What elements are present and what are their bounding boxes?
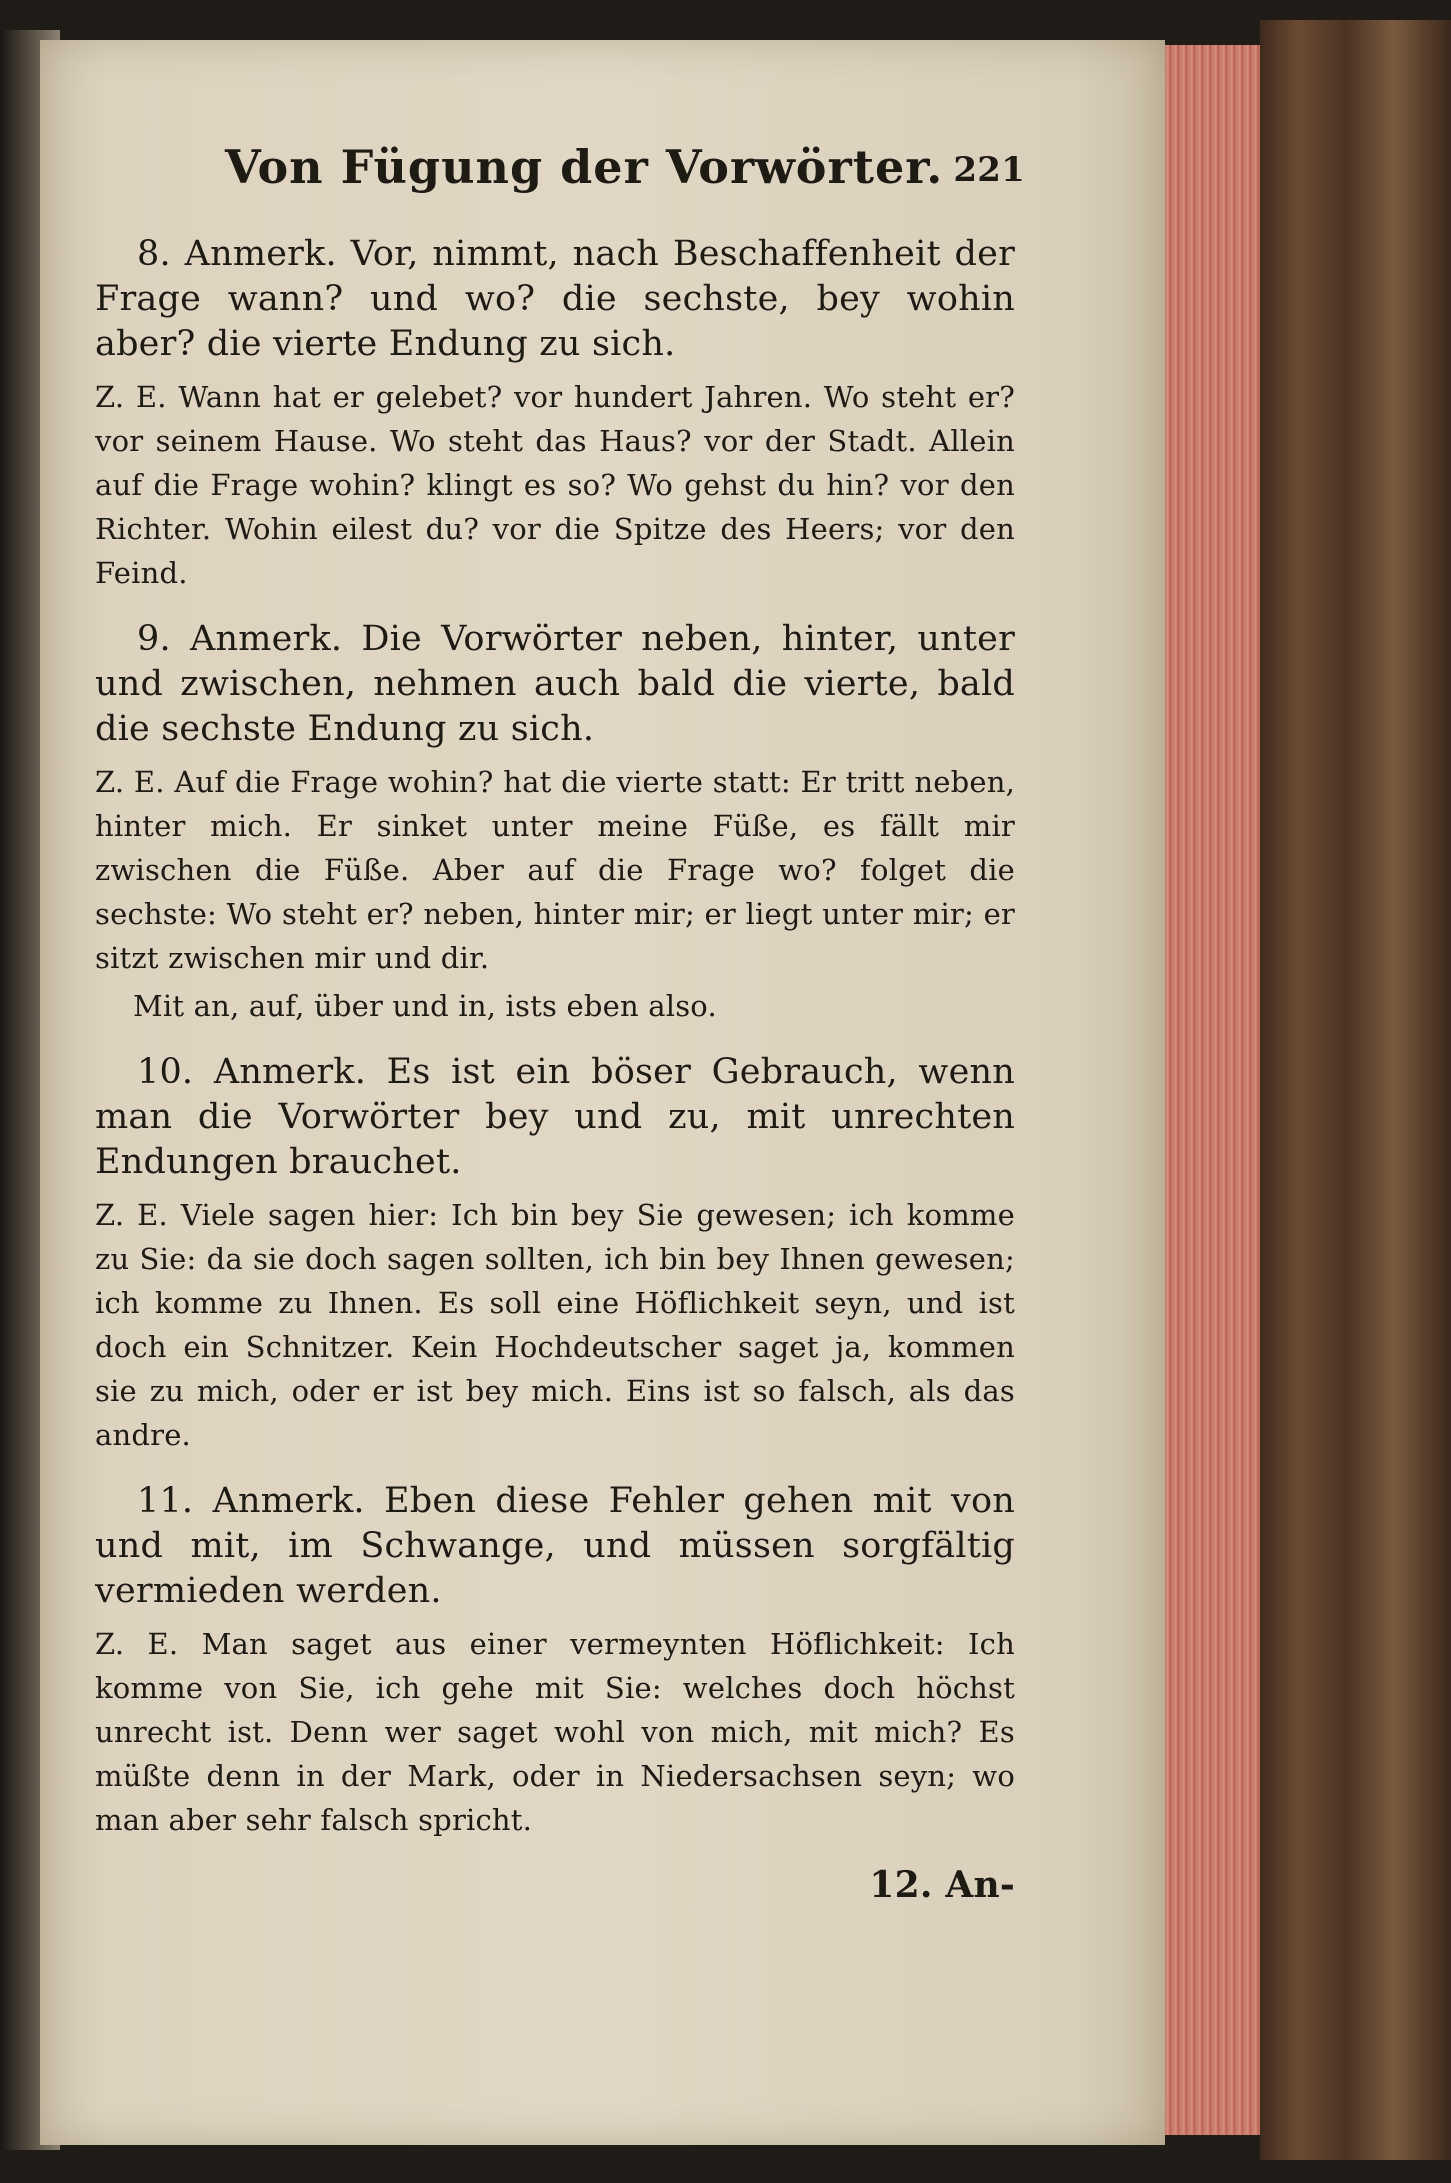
- note-text: 9. Anmerk. Die Vorwörter neben, hinter, unter und zwischen, nehmen auch bald die vierte, bald die sechste Endung zu sich.: [95, 619, 1015, 749]
- page-content: [95, 140, 1025, 1906]
- example-text: Z. E. Man saget aus einer vermeynten Höflichkeit: Ich komme von Sie, ich gehe mit Sie: welches doch höchst unrecht ist. Denn wer saget wohl von mich, mit mich? Es müßte denn in der Mark, oder in Niedersachsen seyn; wo man aber sehr falsch spricht.: [95, 1627, 1015, 1837]
- page-number: 221: [953, 150, 1025, 190]
- example-text: Z. E. Viele sagen hier: Ich bin bey Sie gewesen; ich komme zu Sie: da sie doch sagen sollten, ich bin bey Ihnen gewesen; ich komme zu Ihnen. Es soll eine Höflichkeit seyn, und ist doch ein Schnitzer. Kein Hochdeutscher saget ja, kommen sie zu mich, oder er ist bey mich. Eins ist so falsch, als das andre.: [95, 1198, 1015, 1452]
- note-10: [95, 1050, 1015, 1457]
- catchword: 12. An-: [869, 1864, 1015, 1906]
- example-text: Z. E. Auf die Frage wohin? hat die vierte statt: Er tritt neben, hinter mich. Er sinket unter meine Füße, es fällt mir zwischen die Füße. Aber auf die Frage wo? folget die sechste: Wo steht er? neben, hinter mir; er liegt unter mir; er sitzt zwischen mir und dir.: [95, 765, 1015, 975]
- book-cover: [1260, 20, 1451, 2160]
- note-8: [95, 232, 1015, 595]
- note-11: [95, 1479, 1015, 1842]
- note-9: [95, 617, 1015, 1028]
- rule-line: Mit an, auf, über und in, ists eben also.: [133, 989, 717, 1023]
- page-edges: [1165, 45, 1260, 2135]
- note-text: 10. Anmerk. Es ist ein böser Gebrauch, wenn man die Vorwörter bey und zu, mit unrechten Endungen brauchet.: [95, 1052, 1015, 1182]
- note-text: 8. Anmerk. Vor, nimmt, nach Beschaffenheit der Frage wann? und wo? die sechste, bey wohin aber? die vierte Endung zu sich.: [95, 234, 1015, 364]
- page-header: [95, 140, 1025, 210]
- example-text: Z. E. Wann hat er gelebet? vor hundert Jahren. Wo steht er? vor seinem Hause. Wo steht das Haus? vor der Stadt. Allein auf die Frage wohin? klingt es so? Wo gehst du hin? vor den Richter. Wohin eilest du? vor die Spitze des Heers; vor den Feind.: [95, 380, 1015, 590]
- running-head: Von Fügung der Vorwörter.: [225, 140, 944, 194]
- note-text: 11. Anmerk. Eben diese Fehler gehen mit von und mit, im Schwange, und müssen sorgfältig vermieden werden.: [95, 1481, 1015, 1611]
